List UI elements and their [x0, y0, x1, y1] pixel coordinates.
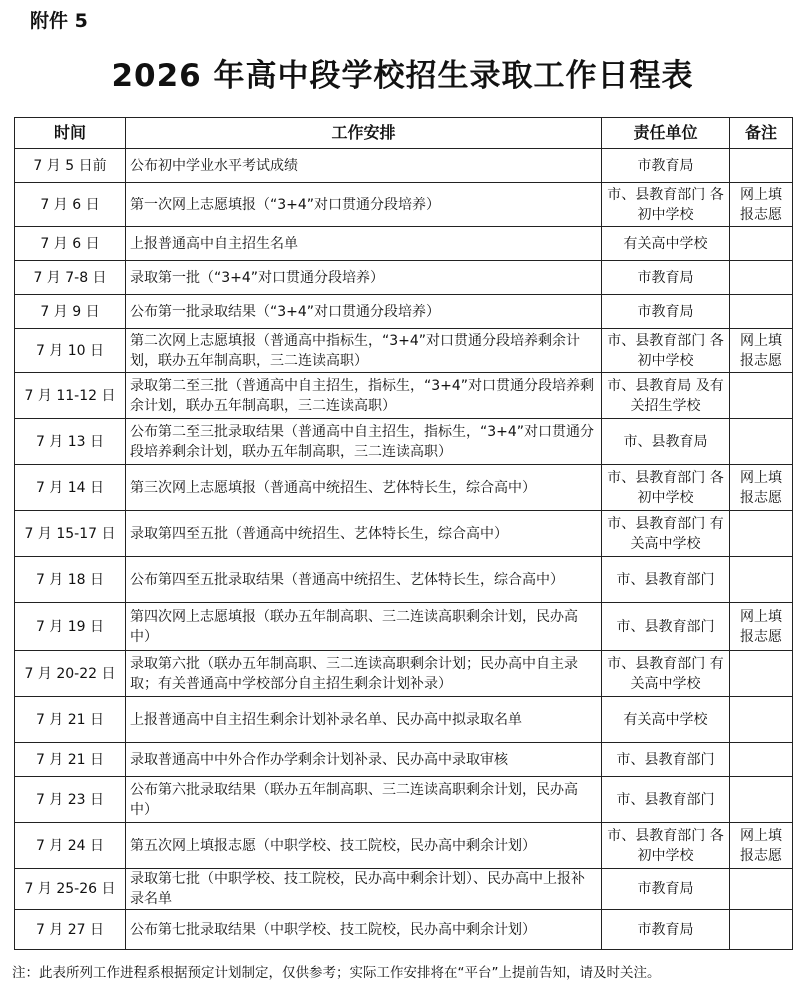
- row-note: [730, 869, 793, 910]
- row-date: 7 月 25-26 日: [15, 869, 126, 910]
- row-unit: 市、县教育部门: [602, 557, 730, 603]
- row-date: 7 月 15-17 日: [15, 511, 126, 557]
- row-note: 网上填报志愿: [730, 603, 793, 651]
- row-unit: 市教育局: [602, 295, 730, 329]
- row-date: 7 月 24 日: [15, 823, 126, 869]
- table-row: [15, 697, 793, 743]
- row-date: 7 月 21 日: [15, 743, 126, 777]
- row-task: 上报普通高中自主招生名单: [126, 227, 602, 261]
- column-header-task: 工作安排: [126, 118, 602, 149]
- column-header-note: 备注: [730, 118, 793, 149]
- table-row: [15, 183, 793, 227]
- page-title: 2026 年高中段学校招生录取工作日程表: [111, 58, 694, 94]
- row-unit: 市、县教育部门 各初中学校: [602, 329, 730, 373]
- row-note: [730, 295, 793, 329]
- row-date: 7 月 14 日: [15, 465, 126, 511]
- table-row: [15, 557, 793, 603]
- row-task: 第二次网上志愿填报（普通高中指标生，“3+4”对口贯通分段培养剩余计划，联办五年制高职，三二连读高职）: [126, 329, 602, 373]
- table-row: [15, 910, 793, 950]
- row-task: 上报普通高中自主招生剩余计划补录名单、民办高中拟录取名单: [126, 697, 602, 743]
- table-row: [15, 419, 793, 465]
- row-note: [730, 777, 793, 823]
- row-note: [730, 419, 793, 465]
- row-task: 公布第四至五批录取结果（普通高中统招生、艺体特长生，综合高中）: [126, 557, 602, 603]
- header-row: [15, 118, 793, 149]
- row-note: 网上填报志愿: [730, 183, 793, 227]
- table-row: [15, 329, 793, 373]
- row-date: 7 月 19 日: [15, 603, 126, 651]
- column-header-date: 时间: [15, 118, 126, 149]
- row-unit: 市、县教育部门 各初中学校: [602, 465, 730, 511]
- row-note: [730, 557, 793, 603]
- table-row: [15, 743, 793, 777]
- row-date: 7 月 9 日: [15, 295, 126, 329]
- row-note: 网上填报志愿: [730, 465, 793, 511]
- row-unit: 市、县教育部门 各初中学校: [602, 183, 730, 227]
- row-note: 网上填报志愿: [730, 823, 793, 869]
- row-unit: 市教育局: [602, 261, 730, 295]
- row-unit: 有关高中学校: [602, 697, 730, 743]
- row-note: [730, 743, 793, 777]
- row-task: 录取普通高中中外合作办学剩余计划补录、民办高中录取审核: [126, 743, 602, 777]
- row-unit: 市、县教育部门: [602, 743, 730, 777]
- row-note: [730, 261, 793, 295]
- row-unit: 市教育局: [602, 149, 730, 183]
- row-note: [730, 149, 793, 183]
- row-date: 7 月 20-22 日: [15, 651, 126, 697]
- row-task: 第五次网上填报志愿（中职学校、技工院校，民办高中剩余计划）: [126, 823, 602, 869]
- row-date: 7 月 21 日: [15, 697, 126, 743]
- row-note: 网上填报志愿: [730, 329, 793, 373]
- table-row: [15, 603, 793, 651]
- schedule-table: [14, 117, 793, 950]
- row-task: 录取第二至三批（普通高中自主招生，指标生，“3+4”对口贯通分段培养剩余计划，联办五年制高职，三二连读高职）: [126, 373, 602, 419]
- row-task: 公布第二至三批录取结果（普通高中自主招生，指标生，“3+4”对口贯通分段培养剩余计划，联办五年制高职，三二连读高职）: [126, 419, 602, 465]
- table-row: [15, 869, 793, 910]
- row-task: 公布第一批录取结果（“3+4”对口贯通分段培养）: [126, 295, 602, 329]
- row-date: 7 月 7-8 日: [15, 261, 126, 295]
- attachment-label: 附件 5: [30, 10, 88, 32]
- row-task: 录取第六批（联办五年制高职、三二连读高职剩余计划；民办高中自主录取；有关普通高中学校部分自主招生剩余计划补录）: [126, 651, 602, 697]
- table-row: [15, 777, 793, 823]
- row-unit: 市、县教育部门 有关高中学校: [602, 651, 730, 697]
- row-note: [730, 373, 793, 419]
- row-date: 7 月 27 日: [15, 910, 126, 950]
- row-task: 录取第一批（“3+4”对口贯通分段培养）: [126, 261, 602, 295]
- row-task: 公布第七批录取结果（中职学校、技工院校，民办高中剩余计划）: [126, 910, 602, 950]
- row-task: 第三次网上志愿填报（普通高中统招生、艺体特长生，综合高中）: [126, 465, 602, 511]
- row-unit: 市、县教育部门: [602, 603, 730, 651]
- row-task: 公布初中学业水平考试成绩: [126, 149, 602, 183]
- footnote: 注：此表所列工作进程系根据预定计划制定，仅供参考；实际工作安排将在“平台”上提前告知，请及时关注。: [12, 965, 661, 981]
- row-unit: 有关高中学校: [602, 227, 730, 261]
- row-unit: 市、县教育局 及有关招生学校: [602, 373, 730, 419]
- row-unit: 市教育局: [602, 869, 730, 910]
- row-date: 7 月 10 日: [15, 329, 126, 373]
- row-note: [730, 511, 793, 557]
- table-row: [15, 261, 793, 295]
- row-date: 7 月 6 日: [15, 227, 126, 261]
- row-unit: 市、县教育局: [602, 419, 730, 465]
- table-row: [15, 465, 793, 511]
- column-header-unit: 责任单位: [602, 118, 730, 149]
- row-date: 7 月 11-12 日: [15, 373, 126, 419]
- row-task: 第四次网上志愿填报（联办五年制高职、三二连读高职剩余计划，民办高中）: [126, 603, 602, 651]
- row-task: 第一次网上志愿填报（“3+4”对口贯通分段培养）: [126, 183, 602, 227]
- row-unit: 市、县教育部门: [602, 777, 730, 823]
- table-row: [15, 149, 793, 183]
- table-row: [15, 823, 793, 869]
- row-unit: 市教育局: [602, 910, 730, 950]
- row-note: [730, 227, 793, 261]
- row-note: [730, 910, 793, 950]
- row-task: 录取第七批（中职学校、技工院校，民办高中剩余计划）、民办高中上报补录名单: [126, 869, 602, 910]
- row-date: 7 月 18 日: [15, 557, 126, 603]
- row-date: 7 月 5 日前: [15, 149, 126, 183]
- table-row: [15, 651, 793, 697]
- row-task: 公布第六批录取结果（联办五年制高职、三二连读高职剩余计划，民办高中）: [126, 777, 602, 823]
- row-date: 7 月 13 日: [15, 419, 126, 465]
- row-unit: 市、县教育部门 各初中学校: [602, 823, 730, 869]
- table-row: [15, 511, 793, 557]
- row-note: [730, 651, 793, 697]
- table-row: [15, 295, 793, 329]
- table-row: [15, 373, 793, 419]
- row-date: 7 月 23 日: [15, 777, 126, 823]
- table-row: [15, 227, 793, 261]
- row-task: 录取第四至五批（普通高中统招生、艺体特长生，综合高中）: [126, 511, 602, 557]
- row-note: [730, 697, 793, 743]
- row-date: 7 月 6 日: [15, 183, 126, 227]
- row-unit: 市、县教育部门 有关高中学校: [602, 511, 730, 557]
